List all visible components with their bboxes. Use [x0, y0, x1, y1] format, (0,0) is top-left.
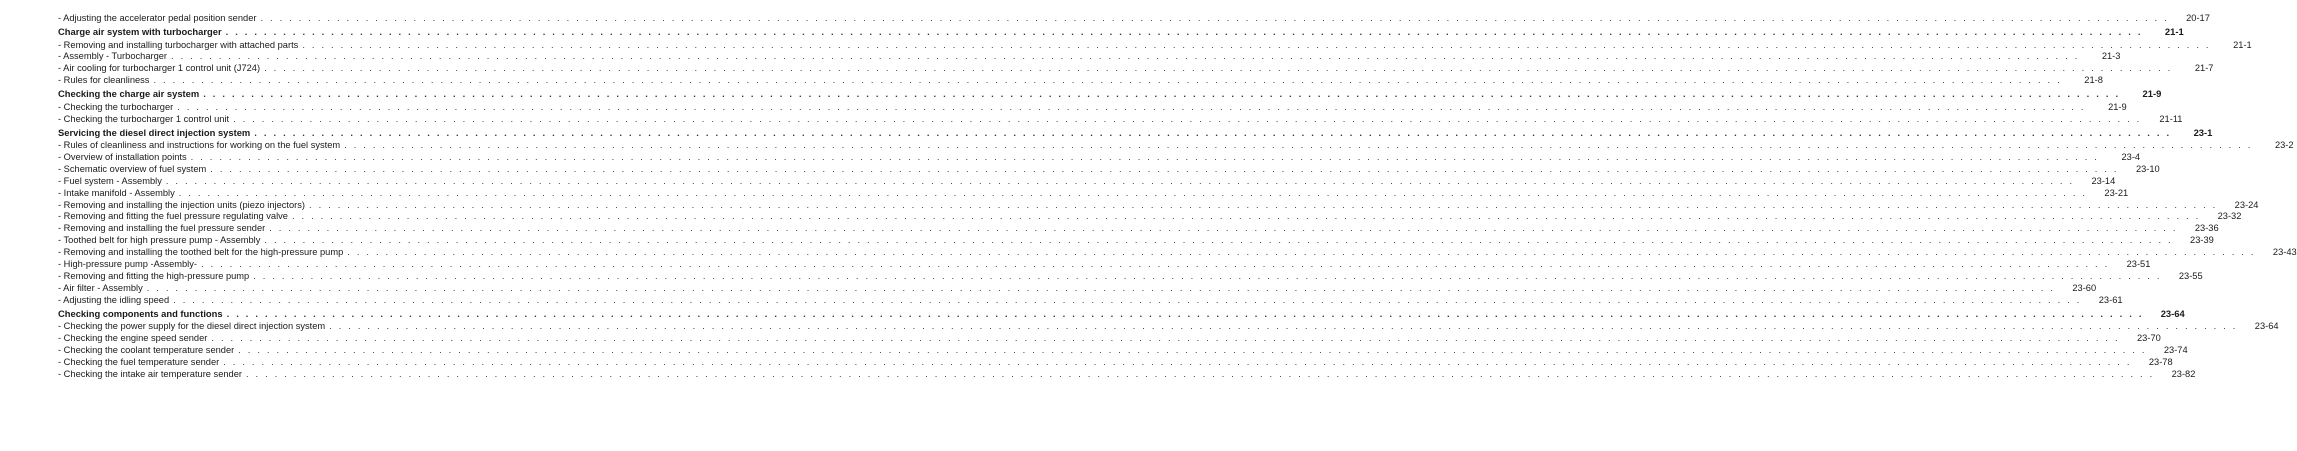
dot-leader: . . . . . . . . . . . . . . . . . . . . . . . . . . . . . . . . . . . . . . . . . . . . . . . . . . . . . . . . . . . . . . . . . . . . . . . . . . . . . . . . . . . . . . . . . . . . . . . . . . . . . . . . . . . . . . . . . . . . . . . . . . . . . . . . . . . . . . . . . . . . . . . . . . . . . . . . . . . . . . . . . . . . . . . . . . . . . . . . . . . . . . . . . . . . . . . . . . . . . . . . — [264, 63, 2173, 74]
toc-page-number: 23-10 — [2135, 163, 2160, 174]
toc-page-number: 23-60 — [2072, 282, 2097, 293]
toc-entry-row[interactable] — [58, 368, 2196, 381]
toc-page-number: 23-36 — [2194, 223, 2219, 234]
dot-leader: . . . . . . . . . . . . . . . . . . . . . . . . . . . . . . . . . . . . . . . . . . . . . . . . . . . . . . . . . . . . . . . . . . . . . . . . . . . . . . . . . . . . . . . . . . . . . . . . . . . . . . . . . . . . . . . . . . . . . . . . . . . . . . . . . . . . . . . . . . . . . . . . . . . . . . . . . . . . . . . . . . . . . . . . . . . . . . . . . . . . . . . . . . . . . . . . . . . . . . . . — [200, 259, 2110, 270]
dot-leader: . . . . . . . . . . . . . . . . . . . . . . . . . . . . . . . . . . . . . . . . . . . . . . . . . . . . . . . . . . . . . . . . . . . . . . . . . . . . . . . . . . . . . . . . . . . . . . . . . . . . . . . . . . . . . . . . . . . . . . . . . . . . . . . . . . . . . . . . . . . . . . . . . . . . . . . . . . . . . . . . . . . . . . . . . . . . . . . . . . . . . . . . . . . . . . . . . . . . . . . . — [309, 199, 2218, 210]
toc-entry-title: - Intake manifold - Assembly — [58, 187, 175, 198]
toc-page-number: 23-14 — [2091, 175, 2116, 186]
toc-entry-title: - Adjusting the idling speed — [58, 294, 170, 305]
dot-leader: . . . . . . . . . . . . . . . . . . . . . . . . . . . . . . . . . . . . . . . . . . . . . . . . . . . . . . . . . . . . . . . . . . . . . . . . . . . . . . . . . . . . . . . . . . . . . . . . . . . . . . . . . . . . . . . . . . . . . . . . . . . . . . . . . . . . . . . . . . . . . . . . . . . . . . . . . . . . . . . . . . . . . . . . . . . . . . . . . . . . . . . . . . . . . . . . . . . . . . . . — [344, 140, 2253, 151]
toc-entry-row[interactable] — [58, 321, 2279, 333]
toc-entry-title: - Schematic overview of fuel system — [58, 163, 207, 174]
toc-page-number: 23-39 — [2190, 235, 2214, 246]
toc-entry-title: - Air filter - Assembly — [58, 282, 143, 293]
toc-entry-title: - Checking the turbocharger 1 control unit — [58, 113, 230, 124]
dot-leader: . . . . . . . . . . . . . . . . . . . . . . . . . . . . . . . . . . . . . . . . . . . . . . . . . . . . . . . . . . . . . . . . . . . . . . . . . . . . . . . . . . . . . . . . . . . . . . . . . . . . . . . . . . . . . . . . . . . . . . . . . . . . . . . . . . . . . . . . . . . . . . . . . . . . . . . . . . . . . . . . . . . . . . . . . . . . . . . . . . . . . . . . . . . . . . . . . . . . . . . . — [302, 39, 2211, 50]
dot-leader: . . . . . . . . . . . . . . . . . . . . . . . . . . . . . . . . . . . . . . . . . . . . . . . . . . . . . . . . . . . . . . . . . . . . . . . . . . . . . . . . . . . . . . . . . . . . . . . . . . . . . . . . . . . . . . . . . . . . . . . . . . . . . . . . . . . . . . . . . . . . . . . . . . . . . . . . . . . . . . . . . . . . . . . . . . . . . . . . . . . . . . . . . . . . . . . . . . . . . . . . — [223, 356, 2132, 367]
dot-leader: . . . . . . . . . . . . . . . . . . . . . . . . . . . . . . . . . . . . . . . . . . . . . . . . . . . . . . . . . . . . . . . . . . . . . . . . . . . . . . . . . . . . . . . . . . . . . . . . . . . . . . . . . . . . . . . . . . . . . . . . . . . . . . . . . . . . . . . . . . . . . . . . . . . . . . . . . . . . . . . . . . . . . . . . . . . . . . . . . . . . . . . . . . . . . . . . . . . . . . . . — [225, 26, 2143, 37]
toc-entry-title: - Removing and installing turbocharger with attached parts — [58, 39, 299, 50]
dot-leader: . . . . . . . . . . . . . . . . . . . . . . . . . . . . . . . . . . . . . . . . . . . . . . . . . . . . . . . . . . . . . . . . . . . . . . . . . . . . . . . . . . . . . . . . . . . . . . . . . . . . . . . . . . . . . . . . . . . . . . . . . . . . . . . . . . . . . . . . . . . . . . . . . . . . . . . . . . . . . . . . . . . . . . . . . . . . . . . . . . . . . . . . . . . . . . . . . . . . . . . . — [245, 368, 2155, 379]
toc-entry-title: - Removing and installing the injection units (piezo injectors) — [58, 199, 306, 210]
dot-leader: . . . . . . . . . . . . . . . . . . . . . . . . . . . . . . . . . . . . . . . . . . . . . . . . . . . . . . . . . . . . . . . . . . . . . . . . . . . . . . . . . . . . . . . . . . . . . . . . . . . . . . . . . . . . . . . . . . . . . . . . . . . . . . . . . . . . . . . . . . . . . . . . . . . . . . . . . . . . . . . . . . . . . . . . . . . . . . . . . . . . . . . . . . . . . . . . . . . . . . . . — [260, 13, 2169, 23]
toc-page-number: 21-3 — [2101, 51, 2121, 62]
dot-leader: . . . . . . . . . . . . . . . . . . . . . . . . . . . . . . . . . . . . . . . . . . . . . . . . . . . . . . . . . . . . . . . . . . . . . . . . . . . . . . . . . . . . . . . . . . . . . . . . . . . . . . . . . . . . . . . . . . . . . . . . . . . . . . . . . . . . . . . . . . . . . . . . . . . . . . . . . . . . . . . . . . . . . . . . . . . . . . . . . . . . . . . . . . . . . . . . . . . . . . . . — [329, 321, 2238, 332]
toc-page-number: 23-24 — [2234, 199, 2259, 210]
dot-leader: . . . . . . . . . . . . . . . . . . . . . . . . . . . . . . . . . . . . . . . . . . . . . . . . . . . . . . . . . . . . . . . . . . . . . . . . . . . . . . . . . . . . . . . . . . . . . . . . . . . . . . . . . . . . . . . . . . . . . . . . . . . . . . . . . . . . . . . . . . . . . . . . . . . . . . . . . . . . . . . . . . . . . . . . . . . . . . . . . . . . . . . . . . . . . . . . . . . . . . . . — [211, 333, 2120, 344]
toc-entry-title: - Assembly - Turbocharger — [58, 51, 168, 62]
toc-entry-title: - Removing and fitting the fuel pressure regulating valve — [58, 211, 288, 222]
toc-page-number: 23-32 — [2217, 211, 2242, 222]
toc-section-title: Checking components and functions — [58, 307, 223, 319]
dot-leader: . . . . . . . . . . . . . . . . . . . . . . . . . . . . . . . . . . . . . . . . . . . . . . . . . . . . . . . . . . . . . . . . . . . . . . . . . . . . . . . . . . . . . . . . . . . . . . . . . . . . . . . . . . . . . . . . . . . . . . . . . . . . . . . . . . . . . . . . . . . . . . . . . . . . . . . . . . . . . . . . . . . . . . . . . . . . . . . . . . . . . . . . . . . . . . . . . . . . . . . . — [177, 101, 2086, 112]
dot-leader: . . . . . . . . . . . . . . . . . . . . . . . . . . . . . . . . . . . . . . . . . . . . . . . . . . . . . . . . . . . . . . . . . . . . . . . . . . . . . . . . . . . . . . . . . . . . . . . . . . . . . . . . . . . . . . . . . . . . . . . . . . . . . . . . . . . . . . . . . . . . . . . . . . . . . . . . . . . . . . . . . . . . . . . . . . . . . . . . . . . . . . . . . . . . . . . . . . . . . . . . — [203, 88, 2121, 100]
dot-leader: . . . . . . . . . . . . . . . . . . . . . . . . . . . . . . . . . . . . . . . . . . . . . . . . . . . . . . . . . . . . . . . . . . . . . . . . . . . . . . . . . . . . . . . . . . . . . . . . . . . . . . . . . . . . . . . . . . . . . . . . . . . . . . . . . . . . . . . . . . . . . . . . . . . . . . . . . . . . . . . . . . . . . . . . . . . . . . . . . . . . . . . . . . . . . . . . . . . . . . . . — [233, 113, 2142, 124]
dot-leader: . . . . . . . . . . . . . . . . . . . . . . . . . . . . . . . . . . . . . . . . . . . . . . . . . . . . . . . . . . . . . . . . . . . . . . . . . . . . . . . . . . . . . . . . . . . . . . . . . . . . . . . . . . . . . . . . . . . . . . . . . . . . . . . . . . . . . . . . . . . . . . . . . . . . . . . . . . . . . . . . . . . . . . . . . . . . . . . . . . . . . . . . . . . . . . . . . . . . . . . . — [269, 223, 2178, 234]
toc-entry-title: - Removing and fitting the high-pressure pump — [58, 270, 250, 281]
toc-section-row[interactable] — [58, 87, 2162, 102]
toc-entry-title: - Removing and installing the toothed belt for the high-pressure pump — [58, 247, 344, 258]
toc-entry-row[interactable] — [58, 211, 2242, 223]
toc-entry-title: - Overview of installation points — [58, 152, 187, 163]
toc-entry-row[interactable] — [58, 356, 2173, 369]
toc-page-number: 23-1 — [2193, 126, 2213, 138]
toc-entry-row[interactable] — [58, 187, 2129, 200]
toc-page-number: 23-21 — [2104, 187, 2129, 198]
toc-section-row[interactable] — [58, 307, 2185, 322]
dot-leader: . . . . . . . . . . . . . . . . . . . . . . . . . . . . . . . . . . . . . . . . . . . . . . . . . . . . . . . . . . . . . . . . . . . . . . . . . . . . . . . . . . . . . . . . . . . . . . . . . . . . . . . . . . . . . . . . . . . . . . . . . . . . . . . . . . . . . . . . . . . . . . . . . . . . . . . . . . . . . . . . . . . . . . . . . . . . . . . . . . . . . . . . . . . . . . . . . . . . . . . . — [178, 187, 2088, 198]
toc-page-number: 23-70 — [2137, 333, 2161, 344]
dot-leader: . . . . . . . . . . . . . . . . . . . . . . . . . . . . . . . . . . . . . . . . . . . . . . . . . . . . . . . . . . . . . . . . . . . . . . . . . . . . . . . . . . . . . . . . . . . . . . . . . . . . . . . . . . . . . . . . . . . . . . . . . . . . . . . . . . . . . . . . . . . . . . . . . . . . . . . . . . . . . . . . . . . . . . . . . . . . . . . . . . . . . . . . . . . . . . . . . . . . . . . . — [347, 247, 2256, 258]
toc-section-row[interactable] — [58, 25, 2184, 40]
toc-entry-title: - Fuel system - Assembly — [58, 175, 162, 186]
toc-entry-row[interactable] — [58, 101, 2127, 114]
dot-leader: . . . . . . . . . . . . . . . . . . . . . . . . . . . . . . . . . . . . . . . . . . . . . . . . . . . . . . . . . . . . . . . . . . . . . . . . . . . . . . . . . . . . . . . . . . . . . . . . . . . . . . . . . . . . . . . . . . . . . . . . . . . . . . . . . . . . . . . . . . . . . . . . . . . . . . . . . . . . . . . . . . . . . . . . . . . . . . . . . . . . . . . . . . . . . . . . . . . . . . . . — [254, 126, 2172, 138]
toc-entry-title: - Checking the fuel temperature sender — [58, 356, 220, 367]
toc-entry-title: - Checking the coolant temperature sender — [58, 344, 235, 355]
dot-leader: . . . . . . . . . . . . . . . . . . . . . . . . . . . . . . . . . . . . . . . . . . . . . . . . . . . . . . . . . . . . . . . . . . . . . . . . . . . . . . . . . . . . . . . . . . . . . . . . . . . . . . . . . . . . . . . . . . . . . . . . . . . . . . . . . . . . . . . . . . . . . . . . . . . . . . . . . . . . . . . . . . . . . . . . . . . . . . . . . . . . . . . . . . . . . . . . . . . . . . . . — [291, 211, 2201, 222]
toc-page-number: 21-9 — [2108, 101, 2127, 112]
toc-entry-title: - Checking the power supply for the diesel direct injection system — [58, 321, 326, 332]
toc-entry-row[interactable] — [58, 270, 2203, 283]
toc-entry-row[interactable] — [58, 75, 2103, 87]
toc-entry-row[interactable] — [58, 294, 2123, 307]
toc-page-number: 23-61 — [2098, 294, 2123, 305]
toc-page-number: 21-1 — [2233, 39, 2252, 50]
toc-page-number: 23-55 — [2178, 270, 2203, 281]
toc-page-number: 23-78 — [2148, 356, 2173, 367]
toc-page-number: 20-17 — [2186, 13, 2210, 23]
toc-entry-row[interactable] — [58, 51, 2121, 63]
toc-page-number: 23-64 — [2160, 307, 2185, 319]
toc-entry-title: - Rules for cleanliness — [58, 75, 150, 86]
toc-entry-row[interactable] — [58, 140, 2294, 152]
toc-entry-row[interactable] — [58, 282, 2097, 295]
dot-leader: . . . . . . . . . . . . . . . . . . . . . . . . . . . . . . . . . . . . . . . . . . . . . . . . . . . . . . . . . . . . . . . . . . . . . . . . . . . . . . . . . . . . . . . . . . . . . . . . . . . . . . . . . . . . . . . . . . . . . . . . . . . . . . . . . . . . . . . . . . . . . . . . . . . . . . . . . . . . . . . . . . . . . . . . . . . . . . . . . . . . . . . . . . . . . . . . . . . . . . . . — [226, 307, 2144, 319]
toc-entry-row[interactable] — [58, 163, 2160, 176]
toc-entry-row[interactable] — [58, 39, 2252, 52]
toc-page-number: 23-2 — [2274, 140, 2294, 151]
dot-leader: . . . . . . . . . . . . . . . . . . . . . . . . . . . . . . . . . . . . . . . . . . . . . . . . . . . . . . . . . . . . . . . . . . . . . . . . . . . . . . . . . . . . . . . . . . . . . . . . . . . . . . . . . . . . . . . . . . . . . . . . . . . . . . . . . . . . . . . . . . . . . . . . . . . . . . . . . . . . . . . . . . . . . . . . . . . . . . . . . . . . . . . . . . . . . . . . . . . . . . . . — [173, 294, 2082, 305]
toc-entry-row[interactable] — [58, 333, 2161, 345]
toc-page-number: 23-4 — [2121, 152, 2141, 163]
toc-entry-row[interactable] — [58, 199, 2259, 212]
toc-section-title: Charge air system with turbocharger — [58, 26, 222, 37]
toc-section-title: Checking the charge air system — [58, 88, 200, 100]
toc-page-number: 23-82 — [2171, 368, 2196, 379]
toc-page-number: 21-11 — [2159, 113, 2183, 124]
toc-entry-row[interactable] — [58, 259, 2151, 271]
toc-page-number: 21-9 — [2142, 88, 2162, 100]
table-of-contents — [58, 12, 2297, 381]
dot-leader: . . . . . . . . . . . . . . . . . . . . . . . . . . . . . . . . . . . . . . . . . . . . . . . . . . . . . . . . . . . . . . . . . . . . . . . . . . . . . . . . . . . . . . . . . . . . . . . . . . . . . . . . . . . . . . . . . . . . . . . . . . . . . . . . . . . . . . . . . . . . . . . . . . . . . . . . . . . . . . . . . . . . . . . . . . . . . . . . . . . . . . . . . . . . . . . . . . . . . . . . — [210, 163, 2119, 174]
toc-entry-title: - Removing and installing the fuel pressure sender — [58, 223, 266, 234]
toc-entry-row[interactable] — [58, 175, 2116, 188]
toc-entry-row[interactable] — [58, 152, 2141, 164]
toc-page-number: 21-1 — [2164, 26, 2184, 37]
toc-entry-row[interactable] — [58, 344, 2188, 357]
dot-leader: . . . . . . . . . . . . . . . . . . . . . . . . . . . . . . . . . . . . . . . . . . . . . . . . . . . . . . . . . . . . . . . . . . . . . . . . . . . . . . . . . . . . . . . . . . . . . . . . . . . . . . . . . . . . . . . . . . . . . . . . . . . . . . . . . . . . . . . . . . . . . . . . . . . . . . . . . . . . . . . . . . . . . . . . . . . . . . . . . . . . . . . . . . . . . . . . . . . . . . . . — [153, 75, 2062, 86]
toc-entry-title: - Air cooling for turbocharger 1 control unit (J724) — [58, 63, 261, 74]
dot-leader: . . . . . . . . . . . . . . . . . . . . . . . . . . . . . . . . . . . . . . . . . . . . . . . . . . . . . . . . . . . . . . . . . . . . . . . . . . . . . . . . . . . . . . . . . . . . . . . . . . . . . . . . . . . . . . . . . . . . . . . . . . . . . . . . . . . . . . . . . . . . . . . . . . . . . . . . . . . . . . . . . . . . . . . . . . . . . . . . . . . . . . . . . . . . . . . . . . . . . . . . — [238, 344, 2147, 355]
toc-entry-title: - Checking the engine speed sender — [58, 333, 208, 344]
toc-page-number: 23-51 — [2126, 259, 2151, 270]
toc-section-title: Servicing the diesel direct injection system — [58, 126, 251, 138]
toc-entry-row[interactable] — [58, 63, 2214, 75]
toc-entry-title: - High-pressure pump -Assembly- — [58, 259, 197, 270]
toc-entry-title: - Toothed belt for high pressure pump - Assembly — [58, 235, 261, 246]
toc-entry-row[interactable] — [58, 223, 2219, 235]
toc-section-row[interactable] — [58, 126, 2213, 141]
dot-leader: . . . . . . . . . . . . . . . . . . . . . . . . . . . . . . . . . . . . . . . . . . . . . . . . . . . . . . . . . . . . . . . . . . . . . . . . . . . . . . . . . . . . . . . . . . . . . . . . . . . . . . . . . . . . . . . . . . . . . . . . . . . . . . . . . . . . . . . . . . . . . . . . . . . . . . . . . . . . . . . . . . . . . . . . . . . . . . . . . . . . . . . . . . . . . . . . . . . . . . . . — [190, 152, 2100, 163]
toc-entry-row[interactable] — [58, 113, 2183, 126]
toc-entry-title: - Checking the turbocharger — [58, 101, 174, 112]
toc-entry-row[interactable] — [58, 235, 2214, 247]
dot-leader: . . . . . . . . . . . . . . . . . . . . . . . . . . . . . . . . . . . . . . . . . . . . . . . . . . . . . . . . . . . . . . . . . . . . . . . . . . . . . . . . . . . . . . . . . . . . . . . . . . . . . . . . . . . . . . . . . . . . . . . . . . . . . . . . . . . . . . . . . . . . . . . . . . . . . . . . . . . . . . . . . . . . . . . . . . . . . . . . . . . . . . . . . . . . . . . . . . . . . . . . — [165, 175, 2075, 186]
toc-page-number: 23-64 — [2254, 321, 2279, 332]
toc-entry-title: - Adjusting the accelerator pedal position sender — [58, 13, 257, 23]
toc-entry-title: - Checking the intake air temperature sender — [58, 368, 242, 379]
toc-entry-row[interactable] — [58, 12, 2210, 25]
toc-page-number: 21-7 — [2194, 63, 2214, 74]
toc-entry-title: - Rules of cleanliness and instructions for working on the fuel system — [58, 140, 341, 151]
toc-page-number: 23-74 — [2163, 344, 2188, 355]
dot-leader: . . . . . . . . . . . . . . . . . . . . . . . . . . . . . . . . . . . . . . . . . . . . . . . . . . . . . . . . . . . . . . . . . . . . . . . . . . . . . . . . . . . . . . . . . . . . . . . . . . . . . . . . . . . . . . . . . . . . . . . . . . . . . . . . . . . . . . . . . . . . . . . . . . . . . . . . . . . . . . . . . . . . . . . . . . . . . . . . . . . . . . . . . . . . . . . . . . . . . . . . — [264, 235, 2173, 246]
dot-leader: . . . . . . . . . . . . . . . . . . . . . . . . . . . . . . . . . . . . . . . . . . . . . . . . . . . . . . . . . . . . . . . . . . . . . . . . . . . . . . . . . . . . . . . . . . . . . . . . . . . . . . . . . . . . . . . . . . . . . . . . . . . . . . . . . . . . . . . . . . . . . . . . . . . . . . . . . . . . . . . . . . . . . . . . . . . . . . . . . . . . . . . . . . . . . . . . . . . . . . . . — [253, 270, 2162, 281]
toc-page-number: 23-43 — [2272, 247, 2297, 258]
dot-leader: . . . . . . . . . . . . . . . . . . . . . . . . . . . . . . . . . . . . . . . . . . . . . . . . . . . . . . . . . . . . . . . . . . . . . . . . . . . . . . . . . . . . . . . . . . . . . . . . . . . . . . . . . . . . . . . . . . . . . . . . . . . . . . . . . . . . . . . . . . . . . . . . . . . . . . . . . . . . . . . . . . . . . . . . . . . . . . . . . . . . . . . . . . . . . . . . . . . . . . . . — [171, 51, 2080, 62]
toc-entry-row[interactable] — [58, 247, 2297, 259]
dot-leader: . . . . . . . . . . . . . . . . . . . . . . . . . . . . . . . . . . . . . . . . . . . . . . . . . . . . . . . . . . . . . . . . . . . . . . . . . . . . . . . . . . . . . . . . . . . . . . . . . . . . . . . . . . . . . . . . . . . . . . . . . . . . . . . . . . . . . . . . . . . . . . . . . . . . . . . . . . . . . . . . . . . . . . . . . . . . . . . . . . . . . . . . . . . . . . . . . . . . . . . . — [146, 282, 2056, 293]
toc-page-number: 21-8 — [2084, 75, 2103, 86]
